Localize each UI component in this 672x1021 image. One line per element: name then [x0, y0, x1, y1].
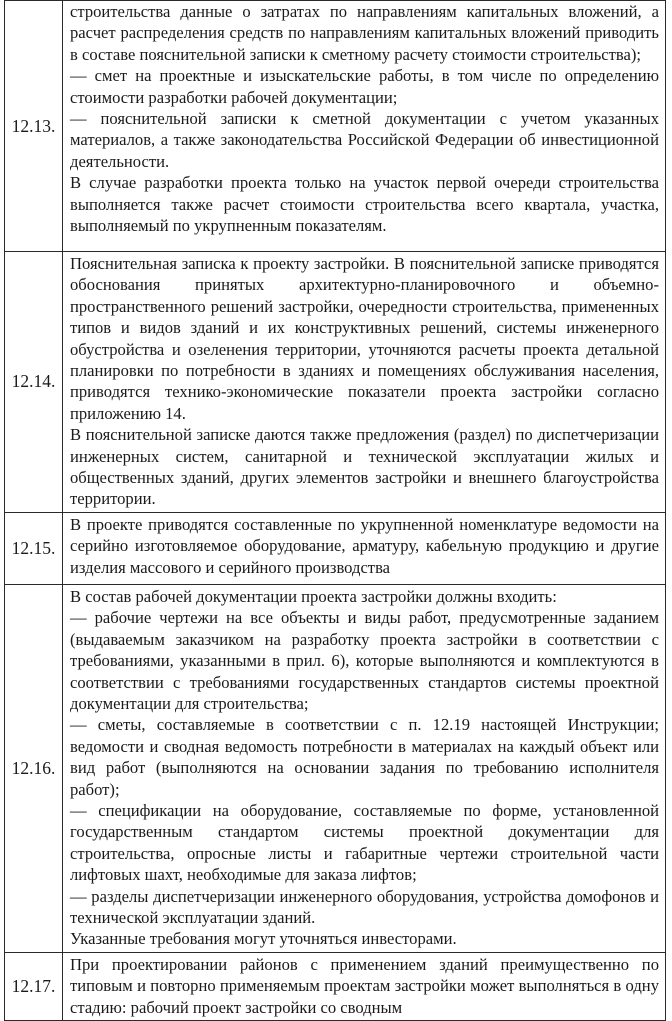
paragraph: строительства данные о затратах по направлениям капитальных вложений, а расчет распределения средств по направлениям капитальных вложений приводить в составе пояснительной записки к сметному расчету стоимости строительства); — [70, 2, 659, 64]
paragraph: В случае разработки проекта только на участок первой очереди строительства выполняется также расчет стоимости строительства всего квартала, участка, выполняемый по укрупненным показателям. — [70, 173, 659, 236]
paragraph: — разделы диспетчеризации инженерного оборудования, устройства домофонов и технической эксплуатации зданий. — [70, 886, 659, 927]
section-number: 12.13. — [5, 1, 63, 252]
section-text — [63, 252, 666, 513]
section-text — [63, 1, 666, 252]
regulations-table — [4, 0, 666, 1021]
section-number: 12.15. — [5, 512, 63, 584]
table-row — [5, 952, 666, 1020]
paragraph: При проектировании районов с применением зданий преимущественно по типовым и повторно применяемым проектам застройки может выполняться в одну стадию: рабочий проект застройки со сводным — [70, 954, 659, 1017]
paragraph: Указанные требования могут уточняться инвесторами. — [70, 929, 457, 949]
paragraph: В проекте приводятся составленные по укрупненной номенклатуре ведомости на серийно изготовляемое оборудование, арматуру, кабельную продукцию и другие изделия массового и серийного производства — [70, 514, 659, 577]
table-row — [5, 584, 666, 952]
section-text — [63, 952, 666, 1020]
table-row — [5, 512, 666, 584]
paragraph: — рабочие чертежи на все объекты и виды работ, предусмотренные заданием (выдаваемым заказчиком на разработку проекта застройки в соответствии с требованиями, указанными в прил. 6), которые выполняются и комплектуются в соответствии с требованиями государственных стандартов системы проектной документации для строительства; — [70, 608, 659, 713]
section-text — [63, 584, 666, 952]
paragraph: В состав рабочей документации проекта застройки должны входить: — [70, 586, 557, 606]
section-number: 12.16. — [5, 584, 63, 952]
section-number: 12.14. — [5, 252, 63, 513]
paragraph: В пояснительной записке даются также предложения (раздел) по диспетчеризации инженерных систем, санитарной и технической эксплуатации жилых и общественных зданий, других элементов застройки и внешнего благоустройства территории. — [70, 425, 659, 509]
table-row — [5, 252, 666, 513]
paragraph: — сметы, составляемые в соответствии с п. 12.19 настоящей Инструкции; ведомости и сводная ведомость потребности в материалах на каждый объект или вид работ (выполняются на основании задания по требованию исполнителя работ); — [70, 715, 659, 799]
paragraph: — спецификации на оборудование, составляемые по форме, установленной государственным стандартом системы проектной документации для строительства, опросные листы и габаритные чертежи строительной части лифтовых шахт, необходимые для заказа лифтов; — [70, 800, 659, 885]
table-row — [5, 1, 666, 252]
paragraph: — смет на проектные и изыскательские работы, в том числе по определению стоимости разработки рабочей документации; — [70, 66, 659, 107]
section-number: 12.17. — [5, 952, 63, 1020]
paragraph: — пояснительной записки к сметной документации с учетом указанных материалов, а также законодательства Российской Федерации об инвестиционной деятельности. — [70, 109, 659, 171]
paragraph: Пояснительная записка к проекту застройки. В пояснительной записке приводятся обоснования принятых архитектурно-планировочного и объемно-пространственного решений застройки, очередности строительства, примененных типов и видов зданий и их конструктивных решений, системы инженерного обустройства и озеленения территории, уточняются расчеты проекта детальной планировки по потребности в зданиях и помещениях обслуживания населения, приводятся технико-экономические показатели проекта застройки согласно приложению 14. — [70, 254, 659, 423]
section-text — [63, 512, 666, 584]
